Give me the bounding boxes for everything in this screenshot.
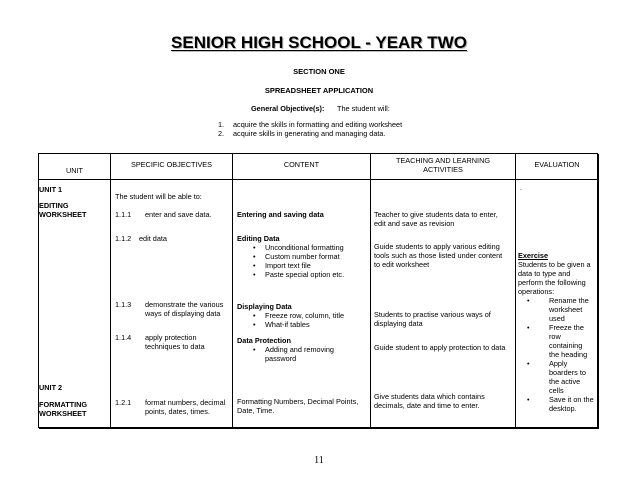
header-unit: UNIT (65, 166, 84, 175)
evaluation-bullet-icon: • (527, 395, 530, 404)
evaluation-dot: . (520, 183, 523, 192)
content-editing-title: Editing Data (237, 234, 280, 243)
teaching-activity: displaying data (374, 319, 423, 328)
evaluation-line: data to type and (518, 269, 571, 278)
content-displaying-list (265, 311, 344, 329)
teaching-activity: Teacher to give students data to enter, (374, 210, 498, 219)
evaluation-item: desktop. (549, 404, 577, 413)
content-formatting-line2: Date, Time. (237, 406, 275, 415)
specific-num: 1.1.1 (115, 210, 132, 219)
page-title: SENIOR HIGH SCHOOL - YEAR TWO (171, 33, 467, 52)
evaluation-item: the active (549, 377, 581, 386)
objective-intro: The student will: (337, 104, 390, 113)
evaluation-bullet-icon: • (527, 323, 530, 332)
evaluation-bullet-icon: • (527, 296, 530, 305)
content-editing-item: • Import text file (265, 261, 344, 270)
teaching-activity: edit and save as revision (374, 219, 455, 228)
header-content: CONTENT (283, 160, 320, 169)
evaluation-item: containing (549, 341, 583, 350)
content-entering: Entering and saving data (237, 210, 324, 219)
header-teaching-line2: ACTIVITIES (423, 165, 463, 174)
teaching-activity: Give students data which contains (374, 392, 485, 401)
specific-num: 1.1.3 (115, 300, 132, 309)
column-divider (110, 154, 111, 427)
specific-text: enter and save data. (145, 210, 212, 219)
specific-num: 1.1.2 (115, 234, 132, 243)
syllabus-table (38, 153, 598, 428)
specific-text: apply protection (145, 333, 197, 342)
teaching-activity: to edit worksheet (374, 260, 430, 269)
content-protection-item: • Adding and removing (265, 345, 334, 354)
content-formatting-line1: Formatting Numbers, Decimal Points, (237, 397, 359, 406)
teaching-activity: Students to practise various ways of (374, 310, 491, 319)
specific-text: ways of displaying data (145, 309, 221, 318)
subject-heading: SPREADSHEET APPLICATION (264, 86, 374, 95)
objective-num-1: 1. (218, 120, 225, 129)
content-displaying-item: • Freeze row, column, title (265, 311, 344, 320)
unit2-label: UNIT 2 (39, 383, 63, 392)
column-divider (232, 154, 233, 427)
evaluation-line: Students to be given a (518, 260, 591, 269)
content-protection-item-cont: password (265, 354, 297, 363)
specific-text: edit data (139, 234, 167, 243)
evaluation-item: used (549, 314, 565, 323)
objective-text-1: acquire the skills in formatting and editing worksheet (233, 120, 403, 129)
unit1-name-line1: EDITING (39, 201, 69, 210)
column-divider (370, 154, 371, 427)
header-evaluation: EVALUATION (534, 160, 580, 169)
evaluation-item: row (549, 332, 561, 341)
objective-text-2: acquire skills in generating and managing data. (233, 129, 386, 138)
page-number: 11 (314, 455, 324, 466)
content-editing-item: • Paste special option etc. (265, 270, 344, 279)
content-editing-list (265, 243, 344, 279)
evaluation-item: boarders to (549, 368, 586, 377)
evaluation-item: Save it on the (549, 395, 594, 404)
evaluation-item: Freeze the (549, 323, 584, 332)
header-teaching-line1: TEACHING AND LEARNING (395, 156, 491, 165)
evaluation-item: the heading (549, 350, 588, 359)
evaluation-item: cells (549, 386, 564, 395)
header-divider (39, 179, 597, 180)
specific-num: 1.1.4 (115, 333, 132, 342)
objective-num-2: 2. (218, 129, 225, 138)
teaching-activity: Guide student to apply protection to data (374, 343, 506, 352)
evaluation-line: perform the following (518, 278, 586, 287)
evaluation-bullet-icon: • (527, 359, 530, 368)
specific-text: points, dates, times. (145, 407, 210, 416)
teaching-activity: decimals, date and time to enter. (374, 401, 480, 410)
specific-text: techniques to data (145, 342, 205, 351)
content-editing-item: • Unconditional formatting (265, 243, 344, 252)
objective-label: General Objective(s): (251, 104, 325, 113)
content-protection-list (265, 345, 334, 354)
evaluation-line: operations: (518, 287, 555, 296)
evaluation-item: worksheet (549, 305, 583, 314)
evaluation-item: Apply (549, 359, 568, 368)
unit2-name-line1: FORMATTING (39, 400, 88, 409)
content-editing-item: • Custom number format (265, 252, 344, 261)
unit2-name-line2: WORKSHEET (39, 409, 87, 418)
content-displaying-title: Displaying Data (237, 302, 292, 311)
unit1-name-line2: WORKSHEET (39, 210, 87, 219)
teaching-activity: Guide students to apply various editing (374, 242, 500, 251)
teaching-activity: tools such as those listed under content (374, 251, 503, 260)
column-divider (515, 154, 516, 427)
evaluation-item: Rename the (549, 296, 589, 305)
specific-num: 1.2.1 (115, 398, 132, 407)
unit1-label: UNIT 1 (39, 185, 63, 194)
header-specific-objectives: SPECIFIC OBJECTIVES (130, 160, 213, 169)
specific-intro: The student will be able to: (115, 192, 202, 201)
content-protection-title: Data Protection (237, 336, 291, 345)
content-displaying-item: • What-if tables (265, 320, 344, 329)
evaluation-exercise-heading: Exercise (518, 251, 549, 260)
specific-text: format numbers, decimal (145, 398, 226, 407)
specific-text: demonstrate the various (145, 300, 224, 309)
section-heading: SECTION ONE (293, 67, 345, 76)
